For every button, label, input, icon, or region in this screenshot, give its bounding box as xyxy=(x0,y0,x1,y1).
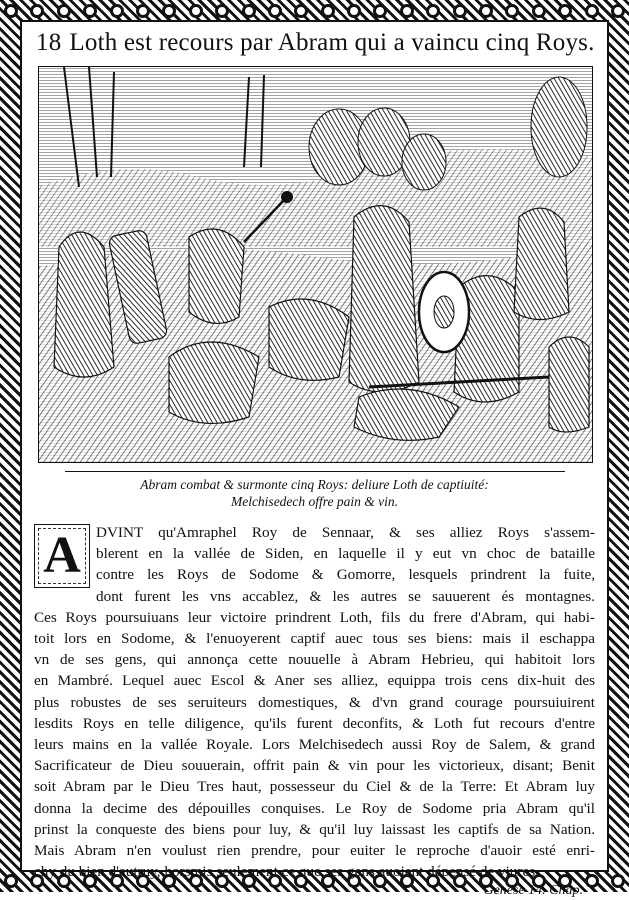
dropcap-ornament xyxy=(34,524,90,588)
border-flower xyxy=(400,4,414,18)
page-content xyxy=(34,26,595,900)
border-flower xyxy=(294,4,308,18)
border-flower xyxy=(505,4,519,18)
chapter-title: Loth est recours par Abram qui a vaincu cinq Roys. xyxy=(69,29,595,56)
page-title xyxy=(36,26,595,60)
illustration-caption xyxy=(34,476,595,510)
border-flower xyxy=(30,4,44,18)
text-line: soit Abram par le Dieu Tres haut, possesseur du Ciel & de la Terre: Et Abram luy xyxy=(34,778,595,796)
text-line: vn de ses gens, qui annonça cette nouuelle à Abram Hebrieu, qui habitoit lors xyxy=(34,651,595,669)
border-flower xyxy=(162,4,176,18)
scripture-reference: Genese 14. Chap. xyxy=(483,883,583,899)
border-flower xyxy=(611,874,625,888)
border-flower xyxy=(136,4,150,18)
border-flower xyxy=(215,4,229,18)
battle-scene-illustration xyxy=(39,67,592,462)
border-ornament-top xyxy=(4,4,625,18)
text-line: chy du bien d'autruy, horsmis seulement ce que ses gens auoient dépensé de viures. xyxy=(34,863,539,881)
caption-line-2: Melchisedech offre pain & vin. xyxy=(230,494,399,509)
text-line: blerent en la vallée de Siden, en laquelle il y eut vn choc de bataille xyxy=(96,545,595,563)
text-line: Sacrificateur de Dieu souuerain, offrit pain & vin pour les victorieux, disant; Benit xyxy=(34,757,595,775)
border-flower xyxy=(479,4,493,18)
text-line: en Mambré. Lequel auec Escol & Aner ses alliez, equippa trois cens dix-huit des xyxy=(34,672,595,690)
border-flower xyxy=(611,4,625,18)
border-flower xyxy=(558,4,572,18)
border-flower xyxy=(585,4,599,18)
border-flower xyxy=(189,4,203,18)
text-line: toit lors en Sodome, & l'enuoyerent captif auec tous ses biens: mais il eschappa xyxy=(34,630,595,648)
body-text xyxy=(34,522,595,900)
border-flower xyxy=(4,874,18,888)
border-flower xyxy=(426,4,440,18)
text-line: prinst la conqueste des biens pour luy, & qu'il luy laissast les captifs de sa Nation. xyxy=(34,820,595,838)
border-flower xyxy=(373,4,387,18)
border-flower xyxy=(532,4,546,18)
border-flower xyxy=(4,4,18,18)
border-flower xyxy=(57,4,71,18)
border-flower xyxy=(83,4,97,18)
chapter-number: 18 xyxy=(36,29,62,56)
text-line: leurs mains en la vallée Royale. Lors Melchisedech aussi Roy de Salem, & grand xyxy=(34,736,595,754)
border-flower xyxy=(321,4,335,18)
text-line: donna la decime des dépouilles conquises. Le Roy de Sodome pria Abram qu'il xyxy=(34,799,595,817)
text-line: contre les Roys de Sodome & Gomorre, lesquels prindrent la fuite, xyxy=(96,566,595,584)
border-flower xyxy=(453,4,467,18)
text-line: Ces Roys poursuiuans leur victoire prindrent Loth, fils du frere d'Abram, qui habi- xyxy=(34,608,595,626)
border-flower xyxy=(242,4,256,18)
border-flower xyxy=(347,4,361,18)
text-line: DVINT qu'Amraphel Roy de Sennaar, & ses alliez Roys s'assem- xyxy=(96,524,595,541)
border-flower xyxy=(268,4,282,18)
border-flower xyxy=(110,4,124,18)
text-line: lesdits Roys en telle diligence, qu'ils furent deconfits, & Loth fut recours d'entre xyxy=(34,714,595,732)
text-line: dont furent les vns accablez, & les autres se sauuerent és montagnes. xyxy=(96,587,595,605)
text-line: Mais Abram n'en voulust rien prendre, pour euiter le reproche d'auoir esté enri- xyxy=(34,842,595,860)
caption-line-1: Abram combat & surmonte cinq Roys: deliure Loth de captiuité: xyxy=(140,477,489,492)
text-line: plus robustes de ses seruiteurs domestiques, & d'vn grand courage poursuiuirent xyxy=(34,693,595,711)
woodcut-illustration xyxy=(38,66,593,463)
caption-rule xyxy=(65,471,565,472)
dropcap-letter: A xyxy=(43,527,81,584)
